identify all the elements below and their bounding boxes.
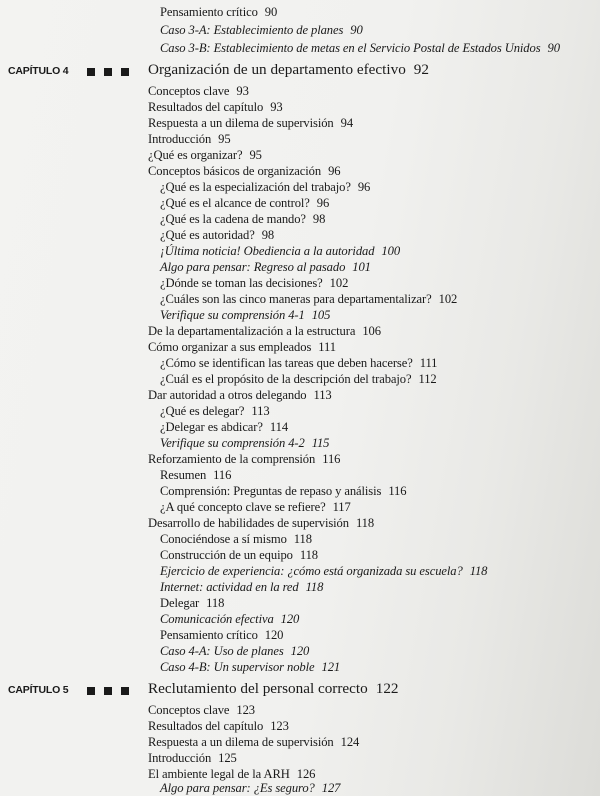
chapter-marker-squares	[87, 68, 129, 76]
entry-page: 101	[352, 260, 371, 274]
entry-title: Caso 3-B: Establecimiento de metas en el Servicio Postal de Estados Unidos	[160, 41, 541, 55]
square-marker	[87, 687, 95, 695]
entry-page: 116	[388, 484, 407, 498]
entry-title: Respuesta a un dilema de supervisión	[148, 116, 334, 130]
chapter-title	[148, 680, 399, 698]
square-marker	[104, 687, 112, 695]
chapter-label: CAPÍTULO 4	[8, 65, 69, 77]
entry-page: 126	[296, 767, 316, 781]
square-marker	[87, 68, 95, 76]
toc-entry	[160, 371, 437, 387]
square-marker	[104, 68, 112, 76]
toc-entry	[160, 179, 370, 195]
entry-page: 121	[321, 660, 341, 674]
entry-title: ¿Qué es la cadena de mando?	[160, 212, 306, 226]
entry-title: Caso 4-B: Un supervisor noble	[160, 660, 315, 674]
toc-entry	[148, 131, 231, 147]
toc-entry	[160, 659, 340, 675]
entry-page: 95	[218, 132, 231, 146]
toc-entry	[148, 750, 237, 766]
chapter-title-text: Reclutamiento del personal correcto	[148, 680, 368, 697]
entry-page: 100	[381, 244, 401, 258]
toc-entry	[160, 243, 400, 259]
entry-page: 115	[311, 436, 330, 450]
entry-page: 118	[206, 596, 225, 610]
entry-title: Conociéndose a sí mismo	[160, 532, 287, 546]
entry-page: 95	[249, 148, 262, 162]
chapter-page: 92	[413, 61, 429, 78]
square-marker	[121, 687, 129, 695]
entry-title: ¡Última noticia! Obediencia a la autoridad	[160, 244, 375, 258]
entry-page: 90	[350, 23, 363, 37]
chapter-label: CAPÍTULO 5	[8, 684, 69, 696]
entry-page: 120	[264, 628, 284, 642]
entry-page: 118	[293, 532, 312, 546]
toc-entry	[148, 115, 353, 131]
entry-title: Verifique su comprensión 4-2	[160, 436, 305, 450]
entry-page: 120	[290, 644, 310, 658]
toc-entry	[160, 291, 457, 307]
toc-entry	[148, 147, 262, 163]
toc-entry	[160, 211, 325, 227]
chapter-title-text: Organización de un departamento efectivo	[148, 61, 406, 78]
toc-entry	[160, 780, 340, 796]
entry-title: Delegar	[160, 596, 200, 610]
entry-page: 123	[270, 719, 289, 733]
chapter-title	[148, 61, 429, 79]
entry-page: 127	[321, 781, 341, 795]
toc-entry	[160, 227, 274, 243]
chapter-page: 122	[375, 680, 399, 697]
entry-page: 114	[269, 420, 289, 434]
entry-title: ¿Cuál es el propósito de la descripción del trabajo?	[160, 372, 412, 386]
entry-title: ¿Qué es organizar?	[148, 148, 243, 162]
entry-page: 96	[316, 196, 330, 210]
entry-title: Pensamiento crítico	[160, 5, 258, 19]
entry-title: Introducción	[148, 751, 212, 765]
entry-page: 117	[332, 500, 351, 514]
entry-title: ¿Qué es delegar?	[160, 404, 245, 418]
entry-title: Introducción	[148, 132, 212, 146]
entry-page: 96	[328, 164, 341, 178]
entry-title: El ambiente legal de la ARH	[148, 767, 290, 781]
entry-title: Desarrollo de habilidades de supervisión	[148, 516, 349, 530]
toc-entry	[148, 83, 249, 99]
entry-page: 90	[264, 5, 278, 19]
toc-entry	[160, 483, 406, 499]
entry-page: 102	[438, 292, 458, 306]
toc-entry	[148, 163, 341, 179]
toc-entry	[160, 611, 299, 627]
entry-title: ¿Cómo se identifican las tareas que deben hacerse?	[160, 356, 413, 370]
entry-page: 98	[312, 212, 326, 226]
toc-entry	[148, 702, 255, 718]
entry-title: Dar autoridad a otros delegando	[148, 388, 307, 402]
entry-title: Algo para pensar: ¿Es seguro?	[160, 781, 315, 795]
entry-page: 125	[218, 751, 237, 765]
entry-title: Conceptos clave	[148, 703, 230, 717]
entry-title: ¿Qué es la especialización del trabajo?	[160, 180, 351, 194]
entry-title: ¿Cuáles son las cinco maneras para departamentalizar?	[160, 292, 432, 306]
entry-title: ¿Qué es el alcance de control?	[160, 196, 310, 210]
entry-page: 118	[355, 516, 375, 530]
toc-entry	[160, 435, 329, 451]
entry-page: 90	[547, 41, 560, 55]
toc-entry	[148, 323, 381, 339]
square-marker	[121, 68, 129, 76]
entry-page: 118	[469, 564, 488, 578]
entry-title: Conceptos básicos de organización	[148, 164, 322, 178]
toc-entry	[160, 643, 309, 659]
entry-title: Algo para pensar: Regreso al pasado	[160, 260, 346, 274]
entry-page: 116	[213, 468, 232, 482]
toc-entry	[148, 734, 359, 750]
toc-entry	[160, 563, 487, 579]
entry-title: ¿Delegar es abdicar?	[160, 420, 263, 434]
toc-entry	[160, 467, 231, 483]
entry-title: Construcción de un equipo	[160, 548, 293, 562]
toc-entry	[160, 40, 560, 56]
toc-entry	[148, 339, 336, 355]
entry-page: 124	[340, 735, 360, 749]
toc-entry	[160, 499, 351, 515]
toc-entry	[148, 387, 332, 403]
entry-title: Ejercicio de experiencia: ¿cómo está organizada su escuela?	[160, 564, 463, 578]
entry-title: Caso 4-A: Uso de planes	[160, 644, 284, 658]
toc-entry	[160, 22, 363, 38]
entry-page: 93	[270, 100, 283, 114]
entry-page: 102	[329, 276, 349, 290]
entry-page: 98	[261, 228, 275, 242]
toc-entry	[148, 451, 340, 467]
entry-page: 111	[318, 340, 336, 354]
entry-title: ¿Qué es autoridad?	[160, 228, 255, 242]
toc-entry	[160, 275, 348, 291]
toc-entry	[160, 307, 330, 323]
toc-entry	[160, 531, 312, 547]
toc-entry	[160, 4, 277, 20]
entry-title: De la departamentalización a la estructura	[148, 324, 356, 338]
entry-title: Verifique su comprensión 4-1	[160, 308, 305, 322]
entry-page: 106	[362, 324, 381, 338]
entry-title: Resumen	[160, 468, 207, 482]
entry-title: ¿Dónde se toman las decisiones?	[160, 276, 323, 290]
entry-page: 123	[236, 703, 255, 717]
entry-page: 94	[340, 116, 354, 130]
entry-title: ¿A qué concepto clave se refiere?	[160, 500, 326, 514]
toc-entry	[148, 718, 289, 734]
entry-page: 93	[236, 84, 249, 98]
entry-title: Comprensión: Preguntas de repaso y análisis	[160, 484, 382, 498]
entry-page: 96	[357, 180, 371, 194]
entry-page: 105	[311, 308, 331, 322]
entry-page: 118	[299, 548, 318, 562]
entry-title: Comunicación efectiva	[160, 612, 274, 626]
entry-page: 112	[418, 372, 437, 386]
toc-entry	[160, 355, 437, 371]
toc-entry	[160, 627, 283, 643]
entry-title: Cómo organizar a sus empleados	[148, 340, 312, 354]
toc-entry	[160, 403, 270, 419]
toc-entry	[160, 419, 288, 435]
entry-page: 116	[322, 452, 341, 466]
toc-entry	[160, 195, 329, 211]
toc-entry	[160, 259, 371, 275]
toc-entry	[160, 595, 224, 611]
toc-entry	[148, 99, 283, 115]
toc-entry	[160, 547, 318, 563]
entry-title: Conceptos clave	[148, 84, 230, 98]
entry-title: Reforzamiento de la comprensión	[148, 452, 316, 466]
toc-entry	[160, 579, 323, 595]
toc-entry	[148, 515, 374, 531]
entry-page: 120	[280, 612, 300, 626]
entry-page: 111	[419, 356, 438, 370]
entry-page: 113	[251, 404, 270, 418]
chapter-marker-squares	[87, 687, 129, 695]
entry-title: Resultados del capítulo	[148, 100, 264, 114]
entry-title: Pensamiento crítico	[160, 628, 258, 642]
entry-page: 113	[313, 388, 332, 402]
entry-title: Resultados del capítulo	[148, 719, 264, 733]
entry-page: 118	[305, 580, 324, 594]
entry-title: Caso 3-A: Establecimiento de planes	[160, 23, 344, 37]
entry-title: Internet: actividad en la red	[160, 580, 299, 594]
entry-title: Respuesta a un dilema de supervisión	[148, 735, 334, 749]
